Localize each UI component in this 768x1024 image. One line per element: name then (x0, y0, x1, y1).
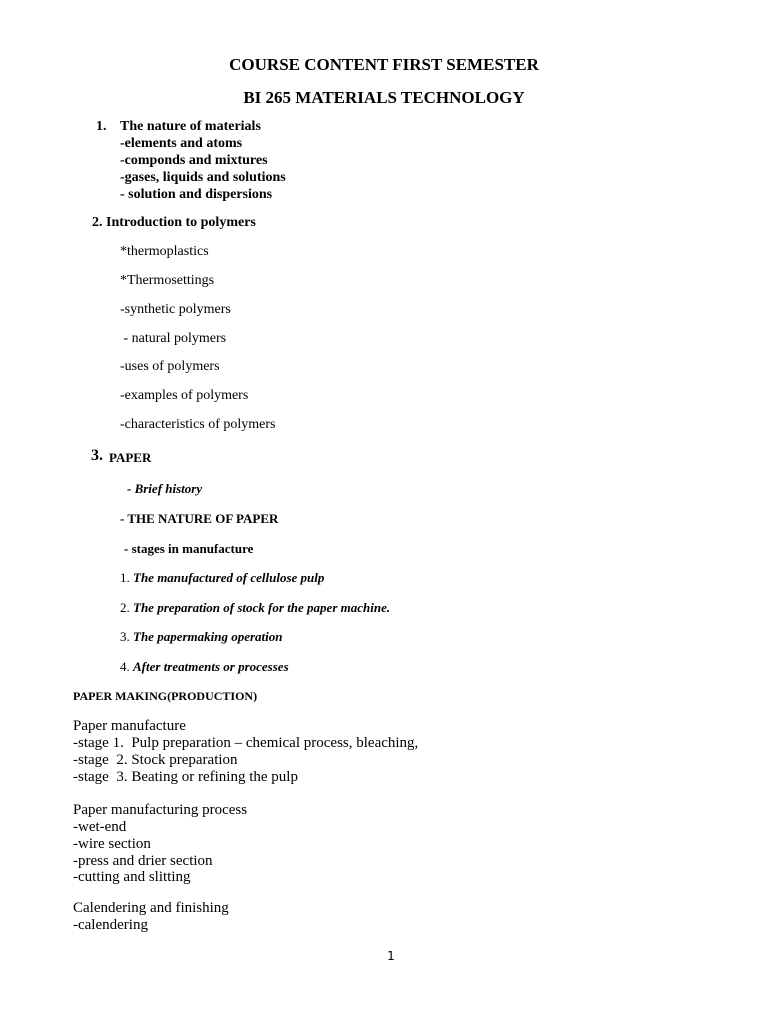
text-line: -wet-end (73, 819, 127, 835)
paragraph-title: Paper manufacturing process (73, 802, 248, 818)
list-item: -componds and mixtures (120, 153, 268, 168)
list-item: *thermoplastics (120, 244, 209, 259)
list-item (120, 600, 390, 616)
list-item: -synthetic polymers (120, 302, 231, 317)
text-line: -cutting and slitting (73, 869, 191, 885)
paragraph-title: Calendering and finishing (73, 900, 229, 916)
list-item: -examples of polymers (120, 388, 249, 403)
subsection-stages: - stages in manufacture (124, 541, 254, 556)
list-item (120, 659, 289, 675)
text-line: -press and drier section (73, 853, 213, 869)
text-line: -calendering (73, 917, 148, 933)
step-text: After treatments or processes (133, 659, 289, 674)
section-heading: PAPER MAKING(PRODUCTION) (73, 689, 258, 703)
list-item: - solution and dispersions (120, 187, 273, 202)
list-item (120, 570, 324, 586)
subsection-nature-of-paper: - THE NATURE OF PAPER (120, 511, 279, 526)
page-number: 1 (387, 949, 395, 963)
section-heading: PAPER (109, 450, 152, 465)
text-line: -stage 1. Pulp preparation – chemical process, bleaching, (73, 735, 419, 751)
document-title: COURSE CONTENT FIRST SEMESTER (229, 55, 539, 74)
section-heading: 2. Introduction to polymers (92, 215, 256, 230)
text-line: -stage 2. Stock preparation (73, 752, 238, 768)
step-text: The preparation of stock for the paper machine. (133, 600, 391, 615)
list-item: -gases, liquids and solutions (120, 170, 286, 185)
list-item: -uses of polymers (120, 359, 220, 374)
subsection-brief-history: - Brief history (127, 481, 203, 496)
step-number: 2. (120, 600, 130, 615)
text-line: -wire section (73, 836, 151, 852)
section-number: 3. (91, 447, 103, 464)
text-line: -stage 3. Beating or refining the pulp (73, 769, 298, 785)
course-title: BI 265 MATERIALS TECHNOLOGY (243, 88, 525, 107)
section-number: 1. (96, 119, 107, 134)
list-item (120, 629, 283, 645)
section-heading: The nature of materials (120, 119, 261, 134)
step-text: The papermaking operation (133, 629, 283, 644)
step-number: 3. (120, 629, 130, 644)
list-item: -elements and atoms (120, 136, 243, 151)
step-number: 4. (120, 659, 130, 674)
list-item: -characteristics of polymers (120, 417, 276, 432)
list-item: - natural polymers (120, 331, 227, 346)
list-item: *Thermosettings (120, 273, 215, 288)
step-number: 1. (120, 570, 130, 585)
paragraph-title: Paper manufacture (73, 718, 186, 734)
step-text: The manufactured of cellulose pulp (133, 570, 325, 585)
